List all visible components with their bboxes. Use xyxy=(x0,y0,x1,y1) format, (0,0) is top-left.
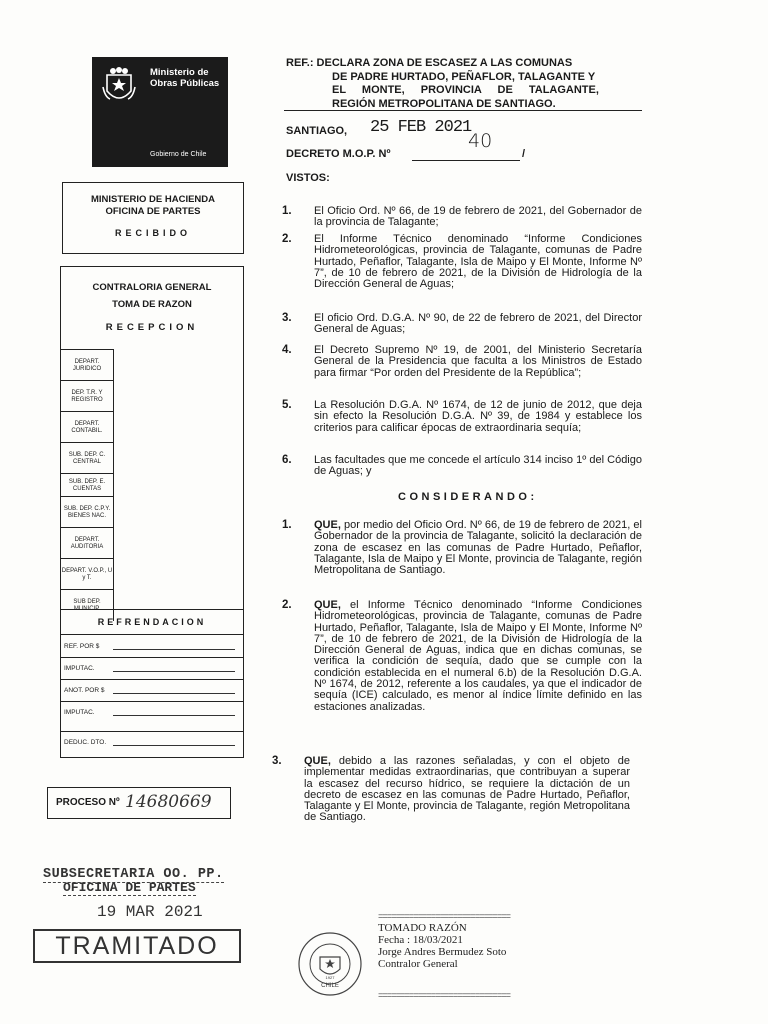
item-number: 1. xyxy=(282,519,292,531)
item-text: por medio del Oficio Ord. Nº 66, de 19 de febrero de 2021, el Gobernador de la provincia de Talagante, solicitó la declaración de zona de escasez en las comunas de Padre Hurtado, Peñaflor, Talagante, Isla de Maipo y El Monte, provincia de Talagante, región Metropolitana de Santiago. xyxy=(314,519,642,577)
contraloria-box xyxy=(60,266,244,758)
ref-line: REF.: DECLARA ZONA DE ESCASEZ A LAS COMUNAS xyxy=(286,57,573,69)
seal-bottom-text: CHILE xyxy=(321,983,339,989)
item-number: 1. xyxy=(282,205,292,217)
contraloria-line1: CONTRALORIA GENERAL xyxy=(92,282,212,293)
contraloria-line2: TOMA DE RAZON xyxy=(112,299,192,310)
coat-of-arms-icon xyxy=(102,65,136,109)
ministry-logo xyxy=(92,57,228,167)
stamp-date: 19 MAR 2021 xyxy=(97,903,203,921)
item-number: 4. xyxy=(282,344,292,356)
stamp-line1: SUBSECRETARIA OO. PP. xyxy=(43,867,224,882)
item-number: 5. xyxy=(282,399,292,411)
item-number: 3. xyxy=(282,312,292,324)
signature-line3: Jorge Andres Bermudez Soto xyxy=(378,946,507,958)
item-text: Las facultades que me concede el artículo 314 inciso 1º del Código de Aguas; y xyxy=(314,454,642,478)
que-label: QUE, xyxy=(314,599,341,611)
department-cell: SUB. DEP. C. CENTRAL xyxy=(61,442,114,474)
ministry-name: Ministerio de Obras Públicas xyxy=(150,67,220,89)
decree-number-line xyxy=(412,160,520,161)
ref-underline xyxy=(284,110,642,111)
proceso-number: 14680669 xyxy=(125,792,212,812)
item-text: debido a las razones señaladas, y con el objeto de implementar medidas extraordinarias, que contribuyan a superar la escasez del recurso hídrico, se requiere la dictación de un decreto de escasez en las comunas de Padre Hurtado, Peñaflor, Talagante y El Monte, provincia de Talagante, región Metropolitana de Santiago. xyxy=(304,755,630,824)
vistos-heading: VISTOS: xyxy=(286,172,330,184)
que-label: QUE, xyxy=(314,519,341,531)
ref-line: DE PADRE HURTADO, PEÑAFLOR, TALAGANTE Y xyxy=(332,70,596,83)
item-text: El oficio Ord. D.G.A. Nº 90, de 22 de febrero de 2021, del Director General de Aguas; xyxy=(314,312,642,336)
proceso-box xyxy=(47,787,231,819)
ref-row-label: IMPUTAC. xyxy=(64,665,95,672)
reference-heading xyxy=(286,57,644,111)
city-label: SANTIAGO, xyxy=(286,125,348,137)
item-number: 6. xyxy=(282,454,292,466)
ref-line: REGIÓN METROPOLITANA DE SANTIAGO. xyxy=(332,97,556,110)
ref-row xyxy=(61,701,243,732)
department-cell: SUB DEP. MUNICIP. xyxy=(61,589,114,621)
hacienda-reception-box xyxy=(62,182,244,254)
ref-row xyxy=(61,657,243,680)
decree-number: 40 xyxy=(468,130,493,152)
department-cell: DEPART. AUDITORIA xyxy=(61,527,114,559)
department-cell: DEPART. CONTABIL. xyxy=(61,411,114,443)
ref-row-label: IMPUTAC. xyxy=(64,709,95,716)
item-text: El Decreto Supremo Nº 19, de 2001, del Ministerio Secretaría General de la Presidencia que faculta a los Ministros de Estado para firmar “Por orden del Presidente de la República”; xyxy=(314,344,642,379)
item-number: 2. xyxy=(282,599,292,611)
item-text: el Informe Técnico denominado “Informe Condiciones Hidrometeorológicas, provincia de Talagante, comunas de Padre Hurtado, Peñaflor, Talagante, Isla de Maipo y El Monte, Informe Nº 7”, de 10 de febrero de 2021, de la División de Hidrología de la Dirección General de Aguas, indica que en dichas comunas, se verifica la condición de sequía, dado que se cumple con la condición establecida en el numeral 6.b) de la Resolución D.G.A. Nº 1674, de 2012, referente a los caudales, ya que el indicador de sequía (ICE) calculado, es menor al índice límite definido en las estaciones analizadas. xyxy=(314,599,642,713)
department-cell: DEP. T.R. Y REGISTRO xyxy=(61,380,114,412)
department-cell: SUB. DEP. E. CUENTAS xyxy=(61,473,114,497)
contraloria-seal-icon xyxy=(292,931,368,997)
stamp-line2: OFICINA DE PARTES xyxy=(63,880,196,895)
item-text: El Oficio Ord. Nº 66, de 19 de febrero de 2021, del Gobernador de la provincia de Talagante; xyxy=(314,205,642,229)
department-cell: DEPART. JURIDICO xyxy=(61,349,114,381)
decree-slash: / xyxy=(522,148,526,160)
item-text: La Resolución D.G.A. Nº 1674, de 12 de junio de 2012, que deja sin efecto la Resolución D.G.A. Nº 39, de 1984 y establece los criterios para calificar épocas de extraordinaria sequía; xyxy=(314,399,642,434)
item-number: 3. xyxy=(272,755,282,767)
item-number: 2. xyxy=(282,233,292,245)
subsecretaria-stamp xyxy=(33,863,241,967)
ref-line: EL MONTE, PROVINCIA DE TALAGANTE, xyxy=(332,84,599,96)
considerando-heading: CONSIDERANDO: xyxy=(398,491,538,503)
ref-row xyxy=(61,635,243,658)
ref-row-label: ANOT. POR $ xyxy=(64,687,105,694)
signature-separator: ============================== xyxy=(378,991,511,1001)
que-label: QUE, xyxy=(304,755,331,767)
decree-label: DECRETO M.O.P. Nº xyxy=(286,148,391,160)
signature-separator: ============================== xyxy=(378,912,511,922)
decree-date-stamp: 25 FEB 2021 xyxy=(370,118,472,137)
government-name: Gobierno de Chile xyxy=(150,151,207,158)
contraloria-reception: RECEPCION xyxy=(105,322,199,333)
department-cell: DEPART. V.O.P., U y T. xyxy=(61,558,114,590)
signature-line4: Contralor General xyxy=(378,958,458,970)
ref-row-label: REF. POR $ xyxy=(64,643,100,650)
item-text: El Informe Técnico denominado “Informe Condiciones Hidrometeorológicas, provincia de Talagante, comunas de Padre Hurtado, Peñaflor, Talagante, Isla de Maipo y El Monte, Informe Nº 7”, de 10 de febrero de 2021, de la División de Hidrología de la Dirección General de Aguas; xyxy=(314,233,642,291)
signature-line1: TOMADO RAZÓN xyxy=(378,922,467,934)
hacienda-line1: MINISTERIO DE HACIENDA xyxy=(90,194,216,205)
stamp-status: TRAMITADO xyxy=(33,929,241,963)
refrendacion-header: REFRENDACION xyxy=(61,609,243,635)
hacienda-line3: RECIBIDO xyxy=(114,228,191,238)
hacienda-line2: OFICINA DE PARTES xyxy=(105,206,201,217)
proceso-label: PROCESO Nº xyxy=(56,797,120,808)
seal-year: 1927 xyxy=(325,975,335,980)
signature-line2: Fecha : 18/03/2021 xyxy=(378,934,463,946)
department-cell: SUB. DEP. C.P.Y. BIENES NAC. xyxy=(61,496,114,528)
ref-row-label: DEDUC. DTO. xyxy=(64,739,107,746)
ref-row xyxy=(61,731,243,755)
signature-block xyxy=(378,922,506,970)
ref-row xyxy=(61,679,243,702)
